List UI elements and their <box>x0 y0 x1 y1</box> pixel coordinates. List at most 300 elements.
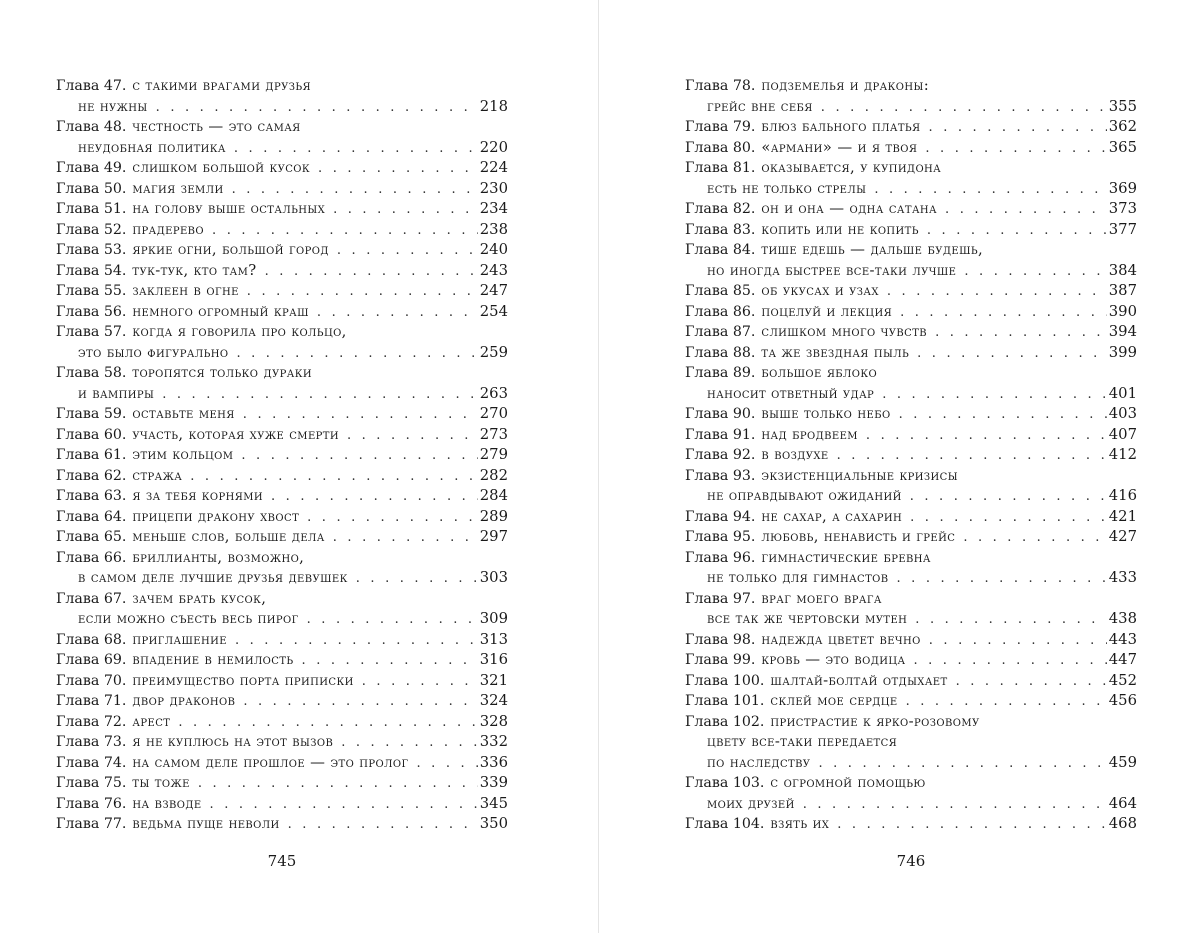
dot-leader <box>879 282 1107 302</box>
dot-leader <box>202 795 478 815</box>
toc-entry <box>685 630 1137 651</box>
chapter-title: в самом деле лучшие друзья девушек <box>78 569 348 586</box>
chapter-page: 384 <box>1108 261 1137 279</box>
chapter-page: 350 <box>479 815 508 832</box>
chapter-title: об укусах и узах <box>761 282 879 299</box>
chapter-title: приглашение <box>132 630 227 648</box>
chapter-title: слишком много чувств <box>761 323 928 340</box>
chapter-number: Глава 95. <box>685 529 756 545</box>
chapter-page: 282 <box>479 466 508 484</box>
chapter-page: 303 <box>479 569 508 586</box>
chapter-number: Глава 79. <box>685 119 756 135</box>
chapter-title: склей мое сердце <box>770 692 898 709</box>
toc-entry-continuation <box>56 97 508 118</box>
chapter-number: Глава 78. <box>685 78 756 94</box>
chapter-number: Глава 53. <box>56 242 127 258</box>
chapter-number: Глава 62. <box>56 467 127 484</box>
chapter-number: Глава 86. <box>685 303 756 320</box>
toc-entry <box>685 527 1137 548</box>
chapter-number: Глава 55. <box>56 283 127 299</box>
chapter-number: Глава 90. <box>685 406 756 422</box>
dot-leader <box>235 692 478 712</box>
chapter-title: преимущество порта приписки <box>132 671 354 689</box>
chapter-title: гимнастические бревна <box>761 548 931 566</box>
dot-leader <box>154 385 478 405</box>
dot-leader <box>909 344 1107 364</box>
chapter-number: Глава 56. <box>56 303 127 320</box>
chapter-title: не нужны <box>78 97 148 115</box>
chapter-page: 407 <box>1108 425 1137 443</box>
toc-entry <box>56 527 508 548</box>
toc-entry <box>685 240 1137 261</box>
chapter-title: пристрастие к ярко-розовому <box>770 712 980 730</box>
chapter-title: прицепи дракону хвост <box>132 507 300 525</box>
chapter-title: зачем брать кусок, <box>132 589 267 607</box>
toc-entry <box>56 404 508 425</box>
chapter-number: Глава 47. <box>56 78 127 94</box>
toc-entry <box>685 220 1137 241</box>
chapter-page: 427 <box>1108 528 1137 545</box>
chapter-number: Глава 69. <box>56 652 127 668</box>
chapter-number: Глава 75. <box>56 775 127 791</box>
dot-leader <box>905 651 1107 671</box>
chapter-page: 433 <box>1108 569 1137 586</box>
chapter-number: Глава 94. <box>685 508 756 525</box>
chapter-title: он и она — одна сатана <box>761 200 938 217</box>
chapter-title: ведьма пуще неволи <box>132 815 280 832</box>
dot-leader <box>919 221 1107 241</box>
chapter-number: Глава 70. <box>56 672 127 689</box>
chapter-page: 399 <box>1108 343 1137 361</box>
chapter-page: 373 <box>1108 200 1137 217</box>
chapter-title: по наследству <box>707 753 811 771</box>
dot-leader <box>339 426 478 446</box>
left-page <box>56 0 508 933</box>
chapter-number: Глава 82. <box>685 201 756 217</box>
toc-entry-continuation <box>685 384 1137 405</box>
toc-entry <box>56 630 508 651</box>
chapter-number: Глава 68. <box>56 631 127 648</box>
chapter-number: Глава 74. <box>56 754 127 771</box>
dot-leader <box>294 651 478 671</box>
toc-entry <box>56 732 508 753</box>
toc-entry <box>56 363 508 384</box>
toc-entry-continuation <box>685 179 1137 200</box>
toc-entry <box>685 343 1137 364</box>
dot-leader <box>299 610 478 630</box>
toc-entry <box>685 425 1137 446</box>
chapter-title: выше только небо <box>761 405 891 422</box>
chapter-number: Глава 100. <box>685 672 765 689</box>
chapter-number: Глава 59. <box>56 406 127 422</box>
chapter-page: 230 <box>479 179 508 197</box>
dot-leader <box>299 508 478 528</box>
chapter-page: 313 <box>479 630 508 648</box>
toc-entry-continuation <box>685 568 1137 589</box>
toc-entry <box>685 76 1137 97</box>
chapter-page: 336 <box>479 753 508 771</box>
chapter-page: 416 <box>1108 487 1137 504</box>
toc-entry <box>56 240 508 261</box>
chapter-page: 377 <box>1108 220 1137 238</box>
chapter-number: Глава 102. <box>685 713 765 730</box>
toc-entry <box>56 691 508 712</box>
dot-leader <box>921 631 1107 651</box>
chapter-title: копить или не копить <box>761 220 919 238</box>
chapter-title: та же звездная пыль <box>761 343 910 361</box>
dot-leader <box>409 754 478 774</box>
chapter-number: Глава 67. <box>56 590 127 607</box>
chapter-title: оказывается, у купидона <box>761 159 942 176</box>
toc-entry-continuation <box>685 609 1137 630</box>
dot-leader <box>813 98 1107 118</box>
dot-leader <box>927 323 1107 343</box>
chapter-title: немного огромный краш <box>132 302 309 320</box>
toc-entry <box>56 261 508 282</box>
chapter-title: есть не только стрелы <box>707 179 867 197</box>
chapter-number: Глава 77. <box>56 816 127 832</box>
dot-leader <box>354 672 478 692</box>
dot-leader <box>889 569 1107 589</box>
chapter-page: 387 <box>1108 282 1137 299</box>
chapter-title: не оправдывают ожиданий <box>707 487 902 504</box>
chapter-number: Глава 89. <box>685 365 756 381</box>
chapter-number: Глава 54. <box>56 262 127 279</box>
toc-entry <box>56 302 508 323</box>
chapter-number: Глава 52. <box>56 221 127 238</box>
chapter-title: тук-тук, кто там? <box>132 261 257 279</box>
chapter-page: 355 <box>1108 97 1137 115</box>
toc-entry <box>685 712 1137 733</box>
dot-leader <box>148 98 478 118</box>
dot-leader <box>257 262 478 282</box>
toc-entry <box>685 671 1137 692</box>
chapter-page: 297 <box>479 528 508 545</box>
chapter-title: любовь, ненависть и грейс <box>761 528 956 545</box>
toc-entry <box>685 589 1137 610</box>
chapter-page: 279 <box>479 446 508 463</box>
chapter-number: Глава 73. <box>56 734 127 750</box>
dot-leader <box>902 487 1107 507</box>
toc-entry-continuation <box>56 343 508 364</box>
chapter-title: это было фигурально <box>78 343 229 361</box>
chapter-page: 224 <box>479 159 508 176</box>
chapter-title: двор драконов <box>132 692 236 709</box>
chapter-page: 443 <box>1108 630 1137 648</box>
toc-entry-continuation <box>685 97 1137 118</box>
dot-leader <box>224 180 478 200</box>
dot-leader <box>948 672 1107 692</box>
dot-leader <box>858 426 1107 446</box>
chapter-number: Глава 99. <box>685 652 756 668</box>
toc-entry <box>685 691 1137 712</box>
dot-leader <box>829 815 1107 835</box>
chapter-title: все так же чертовски мутен <box>707 610 908 627</box>
toc-entry <box>685 138 1137 159</box>
chapter-title: надежда цветет вечно <box>761 630 921 648</box>
toc-entry-continuation <box>685 753 1137 774</box>
chapter-title: заклеен в огне <box>132 282 239 299</box>
dot-leader <box>329 241 478 261</box>
chapter-page: 456 <box>1108 692 1137 709</box>
toc-entry <box>685 773 1137 794</box>
toc-entry <box>56 753 508 774</box>
chapter-number: Глава 57. <box>56 324 127 340</box>
chapter-title: но иногда быстрее все-таки лучше <box>707 261 957 279</box>
chapter-page: 468 <box>1108 815 1137 832</box>
chapter-title: я не куплюсь на этот вызов <box>132 733 334 750</box>
chapter-page: 254 <box>479 302 508 320</box>
toc-entry <box>56 445 508 466</box>
dot-leader <box>874 385 1107 405</box>
chapter-number: Глава 92. <box>685 447 756 463</box>
toc-entry <box>56 158 508 179</box>
chapter-title: не сахар, а сахарин <box>761 507 903 525</box>
chapter-page: 309 <box>479 610 508 627</box>
dot-leader <box>956 262 1107 282</box>
chapter-title: бриллианты, возможно, <box>132 548 305 566</box>
toc-entry <box>685 322 1137 343</box>
chapter-number: Глава 96. <box>685 549 756 566</box>
chapter-page: 247 <box>479 282 508 299</box>
toc-entry <box>685 650 1137 671</box>
chapter-number: Глава 80. <box>685 139 756 156</box>
toc-entry <box>56 281 508 302</box>
chapter-page: 284 <box>479 487 508 504</box>
dot-leader <box>227 631 478 651</box>
chapter-number: Глава 98. <box>685 631 756 648</box>
chapter-page: 403 <box>1108 405 1137 422</box>
toc-entry-continuation <box>56 568 508 589</box>
chapter-title: на взводе <box>132 794 202 812</box>
chapter-title: цвету все-таки передается <box>707 733 898 750</box>
dot-leader <box>829 446 1107 466</box>
chapter-title: враг моего врага <box>761 589 882 607</box>
chapter-number: Глава 93. <box>685 467 756 484</box>
toc-entry <box>56 117 508 138</box>
toc-entry <box>56 548 508 569</box>
chapter-title: в воздухе <box>761 446 829 463</box>
chapter-title: ты тоже <box>132 774 190 791</box>
dot-leader <box>190 774 478 794</box>
chapter-page: 332 <box>479 733 508 750</box>
chapter-title: не только для гимнастов <box>707 569 889 586</box>
toc-entry <box>685 199 1137 220</box>
chapter-page: 240 <box>479 241 508 258</box>
chapter-title: на голову выше остальных <box>132 200 326 217</box>
dot-leader <box>310 159 478 179</box>
toc-entry <box>56 814 508 835</box>
toc-entry <box>685 404 1137 425</box>
chapter-title: и вампиры <box>78 384 155 402</box>
chapter-number: Глава 51. <box>56 201 127 217</box>
dot-leader <box>891 405 1107 425</box>
toc-entry-continuation <box>685 486 1137 507</box>
toc-entry <box>685 548 1137 569</box>
chapter-number: Глава 66. <box>56 549 127 566</box>
chapter-number: Глава 61. <box>56 447 127 463</box>
chapter-number: Глава 58. <box>56 365 127 381</box>
dot-leader <box>898 692 1107 712</box>
toc-entry <box>685 814 1137 835</box>
toc-entry <box>56 794 508 815</box>
dot-leader <box>902 508 1107 528</box>
dot-leader <box>235 405 478 425</box>
chapter-page: 438 <box>1108 610 1137 627</box>
dot-leader <box>937 200 1107 220</box>
chapter-page: 464 <box>1108 794 1137 812</box>
toc-entry <box>685 117 1137 138</box>
dot-leader <box>228 344 478 364</box>
toc-entry <box>56 322 508 343</box>
chapter-page: 220 <box>479 138 508 156</box>
dot-leader <box>921 118 1107 138</box>
chapter-page: 263 <box>479 384 508 402</box>
chapter-title: взять их <box>770 815 830 832</box>
toc-entry <box>56 486 508 507</box>
dot-leader <box>239 282 478 302</box>
chapter-number: Глава 103. <box>685 775 765 791</box>
chapter-title: экзистенциальные кризисы <box>761 466 958 484</box>
dot-leader <box>309 303 478 323</box>
toc-entry <box>685 466 1137 487</box>
right-page <box>685 0 1137 933</box>
chapter-title: арест <box>132 712 171 730</box>
chapter-page: 345 <box>479 794 508 812</box>
chapter-page: 447 <box>1108 651 1137 668</box>
toc-entry <box>56 220 508 241</box>
chapter-page: 324 <box>479 692 508 709</box>
chapter-number: Глава 76. <box>56 795 127 812</box>
toc-entry <box>56 507 508 528</box>
toc-list-right <box>685 76 1137 835</box>
chapter-number: Глава 81. <box>685 160 756 176</box>
chapter-title: торопятся только дураки <box>132 364 312 381</box>
toc-entry-continuation <box>56 384 508 405</box>
chapter-page: 390 <box>1108 302 1137 320</box>
chapter-page: 459 <box>1108 753 1137 771</box>
chapter-number: Глава 85. <box>685 283 756 299</box>
chapter-number: Глава 87. <box>685 324 756 340</box>
toc-entry-continuation <box>56 138 508 159</box>
toc-entry <box>56 589 508 610</box>
chapter-title: блюз бального платья <box>761 118 921 135</box>
chapter-title: над бродвеем <box>761 425 858 443</box>
dot-leader <box>226 139 478 159</box>
chapter-page: 218 <box>479 97 508 115</box>
chapter-number: Глава 97. <box>685 590 756 607</box>
chapter-number: Глава 63. <box>56 488 127 504</box>
chapter-page: 273 <box>479 425 508 443</box>
chapter-page: 394 <box>1108 323 1137 340</box>
toc-entry-continuation <box>685 732 1137 753</box>
toc-entry <box>56 76 508 97</box>
dot-leader <box>325 200 478 220</box>
dot-leader <box>810 754 1107 774</box>
chapter-page: 328 <box>479 712 508 730</box>
toc-entry <box>56 712 508 733</box>
chapter-title: шалтай-болтай отдыхает <box>770 671 948 689</box>
chapter-title: поцелуй и лекция <box>761 302 893 320</box>
chapter-page: 365 <box>1108 138 1137 156</box>
dot-leader <box>892 303 1107 323</box>
chapter-title: когда я говорила про кольцо, <box>132 323 347 340</box>
chapter-page: 362 <box>1108 118 1137 135</box>
dot-leader <box>348 569 478 589</box>
chapter-page: 234 <box>479 200 508 217</box>
chapter-title: моих друзей <box>707 794 795 812</box>
chapter-number: Глава 72. <box>56 713 127 730</box>
chapter-number: Глава 88. <box>685 344 756 361</box>
chapter-number: Глава 83. <box>685 221 756 238</box>
chapter-title: с огромной помощью <box>770 774 926 791</box>
chapter-title: тише едешь — дальше будешь, <box>761 241 984 258</box>
chapter-title: неудобная политика <box>78 138 226 156</box>
chapter-title: если можно съесть весь пирог <box>78 610 299 627</box>
chapter-title: подземелья и драконы: <box>761 77 930 94</box>
chapter-title: меньше слов, больше дела <box>132 528 325 545</box>
chapter-page: 289 <box>479 507 508 525</box>
chapter-page: 243 <box>479 261 508 279</box>
chapter-page: 401 <box>1108 384 1137 402</box>
toc-entry-continuation <box>56 609 508 630</box>
chapter-number: Глава 101. <box>685 693 765 709</box>
chapter-number: Глава 104. <box>685 816 765 832</box>
chapter-title: «армани» — и я твоя <box>761 138 918 156</box>
toc-entry <box>685 302 1137 323</box>
toc-entry <box>56 179 508 200</box>
toc-entry <box>56 199 508 220</box>
dot-leader <box>866 180 1107 200</box>
page-number-left: 745 <box>267 852 297 870</box>
chapter-title: оставьте меня <box>132 405 235 422</box>
toc-entry <box>685 363 1137 384</box>
dot-leader <box>795 795 1107 815</box>
chapter-page: 421 <box>1108 507 1137 525</box>
chapter-title: прадерево <box>132 220 205 238</box>
dot-leader <box>917 139 1107 159</box>
chapter-title: впадение в немилость <box>132 651 294 668</box>
toc-entry <box>685 158 1137 179</box>
toc-entry-continuation <box>685 261 1137 282</box>
chapter-title: я за тебя корнями <box>132 487 263 504</box>
chapter-number: Глава 49. <box>56 160 127 176</box>
chapter-title: слишком большой кусок <box>132 159 311 176</box>
chapter-title: честность — это самая <box>132 118 301 135</box>
toc-entry-continuation <box>685 794 1137 815</box>
chapter-title: большое яблоко <box>761 364 878 381</box>
chapter-title: грейс вне себя <box>707 97 813 115</box>
chapter-number: Глава 50. <box>56 180 127 197</box>
toc-entry <box>685 507 1137 528</box>
chapter-title: яркие огни, большой город <box>132 241 329 258</box>
chapter-page: 238 <box>479 220 508 238</box>
chapter-title: наносит ответный удар <box>707 384 875 402</box>
chapter-page: 259 <box>479 343 508 361</box>
page-number-right: 746 <box>896 852 926 870</box>
chapter-page: 321 <box>479 671 508 689</box>
chapter-page: 369 <box>1108 179 1137 197</box>
chapter-number: Глава 84. <box>685 242 756 258</box>
chapter-number: Глава 48. <box>56 119 127 135</box>
chapter-title: с такими врагами друзья <box>132 77 311 94</box>
toc-entry <box>685 445 1137 466</box>
toc-entry <box>56 425 508 446</box>
chapter-title: кровь — это водица <box>761 651 906 668</box>
dot-leader <box>280 815 478 835</box>
dot-leader <box>170 713 478 733</box>
chapter-number: Глава 91. <box>685 426 756 443</box>
